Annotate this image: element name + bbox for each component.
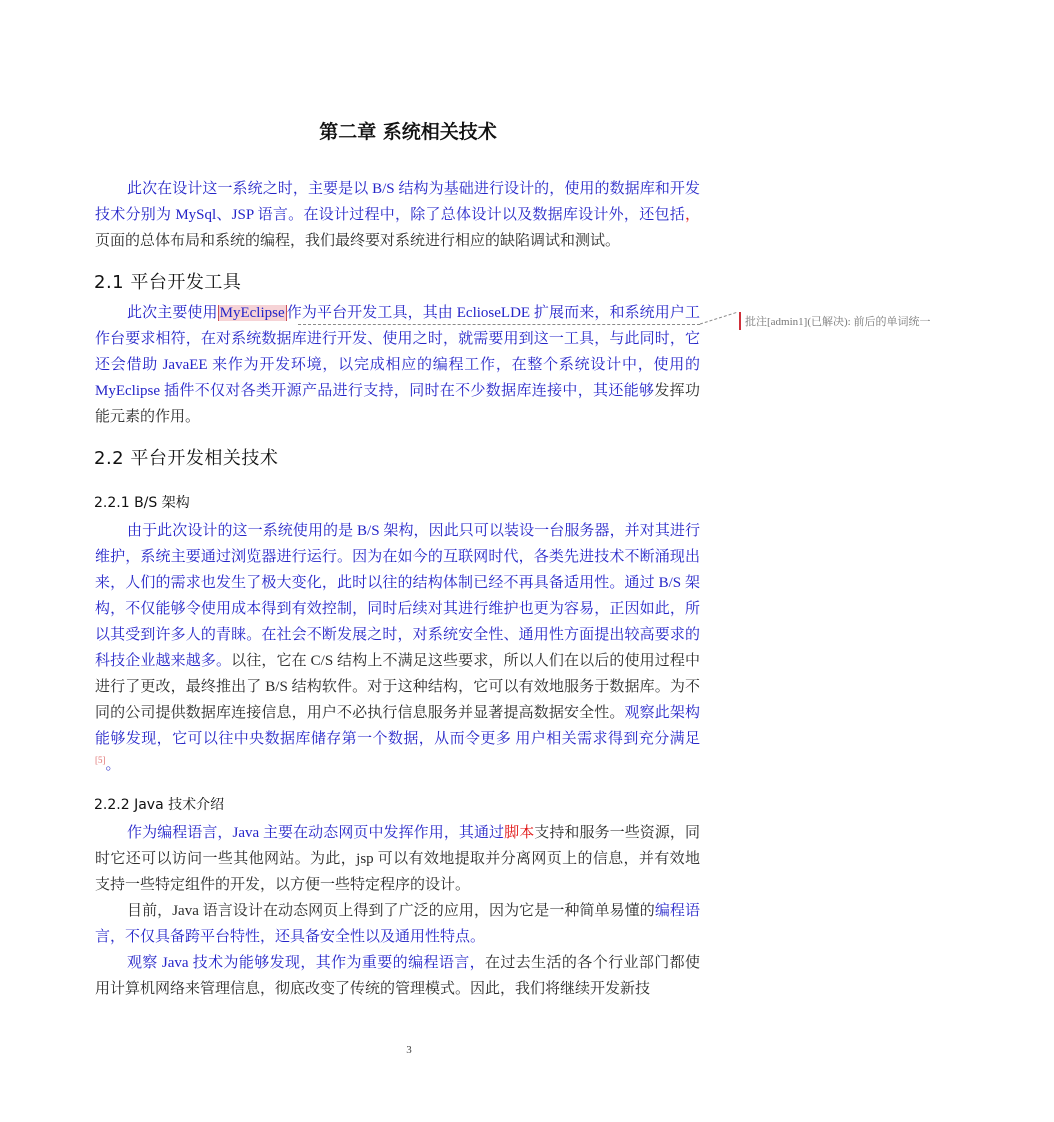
- bs-text-end: 。: [105, 757, 121, 773]
- comment-marker: [739, 312, 741, 330]
- section-2-2-1-paragraph: [95, 518, 700, 778]
- comment-anchor-highlight[interactable]: MyEclipse: [219, 305, 285, 321]
- bs-text-a: 由于此次设计的这一系统使用的是 B/S 架构，因此只可以装设一台服务器，并对其进行维护，系统主要通过浏览器进行运行。因为在如今的互联网时代，各类先进技术不断涌现出来，人们的需求也发生了极大变化，此时以往的结构体制已经不再具备适用性。通过 B/S 架构，不仅能够令使用成本得到有效控制，同时后续对其进行维护也更为容易，正因如此，所以其受到许多人的青睐。在社会不断发展之时，对系统安全性、通用性方面提出较高要求的科技企业越来越多。: [95, 523, 700, 669]
- bs-text-b: 以往，它在 C/S 结构上不满足这些要求，所以人们在以后的使用过程中进行了更改，最终推出了 B/S 结构软件。对于这种结构，它可以有效地服务于数据库。为不同的公司提供数据库连接信息，用户不必执行信息服务并显著提高数据安全性。: [95, 653, 700, 721]
- section-2-1-paragraph: [95, 300, 700, 430]
- comment-balloon[interactable]: 批注[admin1](已解决): 前后的单词统一: [745, 316, 931, 328]
- section-2-1-text-c: 发挥功能元素的作用。: [95, 383, 700, 425]
- bs-text-c: 观察此架构能够发现，它可以往中央数据库储存第一个数据，从而令更多 用户相关需求得到充分满足: [95, 705, 700, 747]
- intro-text-a: 此次在设计这一系统之时，主要是以 B/S 结构为基础进行设计的，使用的数据库和开发技术分别为 MySql、JSP 语言。在设计过程中，除了总体设计以及数据库设计外，还包括: [95, 181, 700, 223]
- section-2-1-text-b: 作为平台开发工具，其由 EclioseLDE 扩展而来，和系统用户工作台要求相符，在对系统数据库进行开发、使用之时，就需要用到这一工具，与此同时，它还会借助 JavaEE 来作为开发环境，以完成相应的编程工作，在整个系统设计中，使用的 MyEclipse 插件不仅对各类开源产品进行支持，同时在不少数据库连接中，其还能够: [95, 305, 700, 399]
- java-p1-text-red: 脚本: [504, 825, 535, 841]
- comment-connector-underline: [298, 324, 700, 325]
- page-number: 3: [406, 1044, 412, 1056]
- intro-text-c: 页面的总体布局和系统的编程，我们最终要对系统进行相应的缺陷调试和测试。: [95, 233, 621, 249]
- java-p1-text-b: 支持和服务一些资源，同时它还可以访问一些其他网站。为此，jsp 可以有效地提取并分离网页上的信息，并有效地支持一些特定组件的开发，以方便一些特定程序的设计。: [95, 825, 700, 893]
- intro-text-b: ，: [684, 207, 700, 223]
- section-2-1-heading: 2.1 平台开发工具: [94, 272, 242, 293]
- chapter-title: 第二章 系统相关技术: [319, 121, 497, 143]
- section-2-1-text-a: 此次主要使用: [127, 305, 218, 321]
- section-2-2-1-heading: 2.2.1 B/S 架构: [94, 495, 190, 511]
- comment-connector-line: [700, 307, 740, 327]
- section-2-2-heading: 2.2 平台开发相关技术: [94, 448, 279, 469]
- intro-paragraph: [95, 176, 700, 254]
- section-2-2-2-heading: 2.2.2 Java 技术介绍: [94, 797, 225, 813]
- java-paragraph-3: [95, 950, 700, 1002]
- citation-ref[interactable]: [5]: [95, 755, 106, 765]
- java-p2-text-b: 编程语言，不仅具备跨平台特性，还具备安全性以及通用性特点。: [95, 903, 700, 945]
- java-p3-text-b: 在过去生活的各个行业部门都使用计算机网络来管理信息，彻底改变了传统的管理模式。因此，我们将继续开发新技: [95, 955, 700, 997]
- java-p3-text-a: 观察 Java 技术为能够发现，其作为重要的编程语言，: [127, 955, 485, 971]
- java-p1-text-a: 作为编程语言，Java 主要在动态网页中发挥作用，其通过: [127, 825, 505, 841]
- java-paragraph-1: [95, 820, 700, 898]
- java-paragraph-2: [95, 898, 700, 950]
- java-p2-text-a: 目前，Java 语言设计在动态网页上得到了广泛的应用，因为它是一种简单易懂的: [127, 903, 655, 919]
